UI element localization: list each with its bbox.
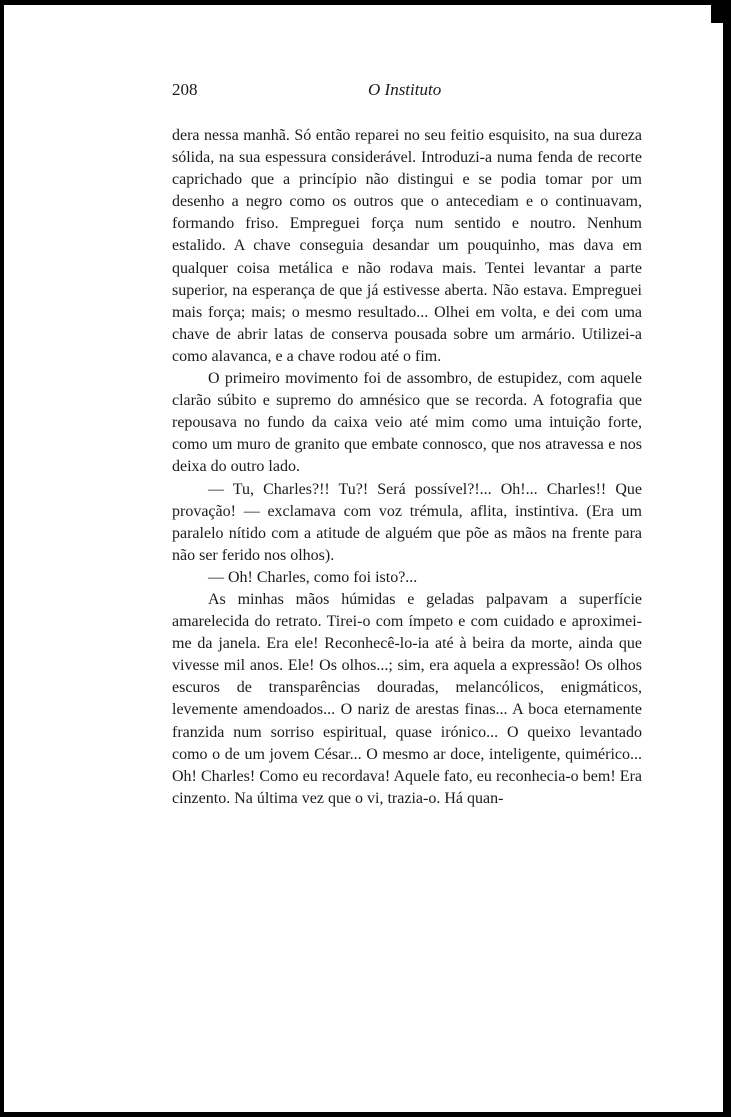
scan-border-left [0, 0, 4, 1117]
body-text [172, 125, 642, 810]
page-number: 208 [172, 80, 198, 99]
paragraph-2: O primeiro movimento foi de assombro, de estupidez, com aquele clarão súbito e supremo do amnésico que se recorda. A fotografia que repousava no fundo da caixa veio até mim como uma intuição forte, como um muro de granito que embate connosco, que nos atravessa e nos deixa do outro lado. [172, 370, 642, 476]
page-content [172, 68, 642, 810]
scan-border-top [0, 0, 731, 5]
running-header [172, 68, 642, 108]
paragraph-3: — Tu, Charles?!! Tu?! Será possível?!... Oh!... Charles!! Que provação! — exclamava com voz trémula, aflita, instintiva. (Era um paralelo nítido com a atitude de alguém que põe as mãos na frente para não ser ferido nos olhos). [172, 480, 642, 564]
paragraph-4: — Oh! Charles, como foi isto?... [208, 568, 418, 586]
scan-border-bottom [0, 1112, 731, 1117]
scan-border-right [723, 0, 731, 1117]
scan-corner-mark [711, 5, 723, 23]
paragraph-5: As minhas mãos húmidas e geladas palpavam a superfície amarelecida do retrato. Tirei-o com ímpeto e com cuidado e aproximei-me da janela. Era ele! Reconhecê-lo-ia até à beira da morte, ainda que vivesse mil anos. Ele! Os olhos...; sim, era aquela a expressão! Os olhos escuros de transparências douradas, melancólicos, enigmáticos, levemente amendoados... O nariz de arestas finas... A boca eternamente franzida num sorriso espiritual, quase irónico... O queixo levantado como o de um jovem César... O mesmo ar doce, inteligente, quimérico... Oh! Charles! Como eu recordava! Aquele fato, eu reconhecia-o bem! Era cinzento. Na última vez que o vi, trazia-o. Há quan- [172, 590, 642, 807]
running-title: O Instituto [368, 80, 442, 99]
paragraph-1: dera nessa manhã. Só então reparei no seu feitio esquisito, na sua dureza sólida, na sua espessura considerável. Introduzi-a numa fenda de recorte caprichado que a princípio não distingui e se podia tomar por um desenho a negro como os outros que o antecediam e o continuavam, formando friso. Empreguei força num sentido e noutro. Nenhum estalido. A chave conseguia desandar um pouquinho, mas dava em qualquer coisa metálica e não rodava mais. Tentei levantar a parte superior, na esperança de que já estivesse aberta. Não estava. Empreguei mais força; mais; o mesmo resultado... Olhei em volta, e dei com uma chave de abrir latas de conserva pousada sobre um armário. Utilizei-a como alavanca, e a chave rodou até o fim. [172, 127, 642, 365]
